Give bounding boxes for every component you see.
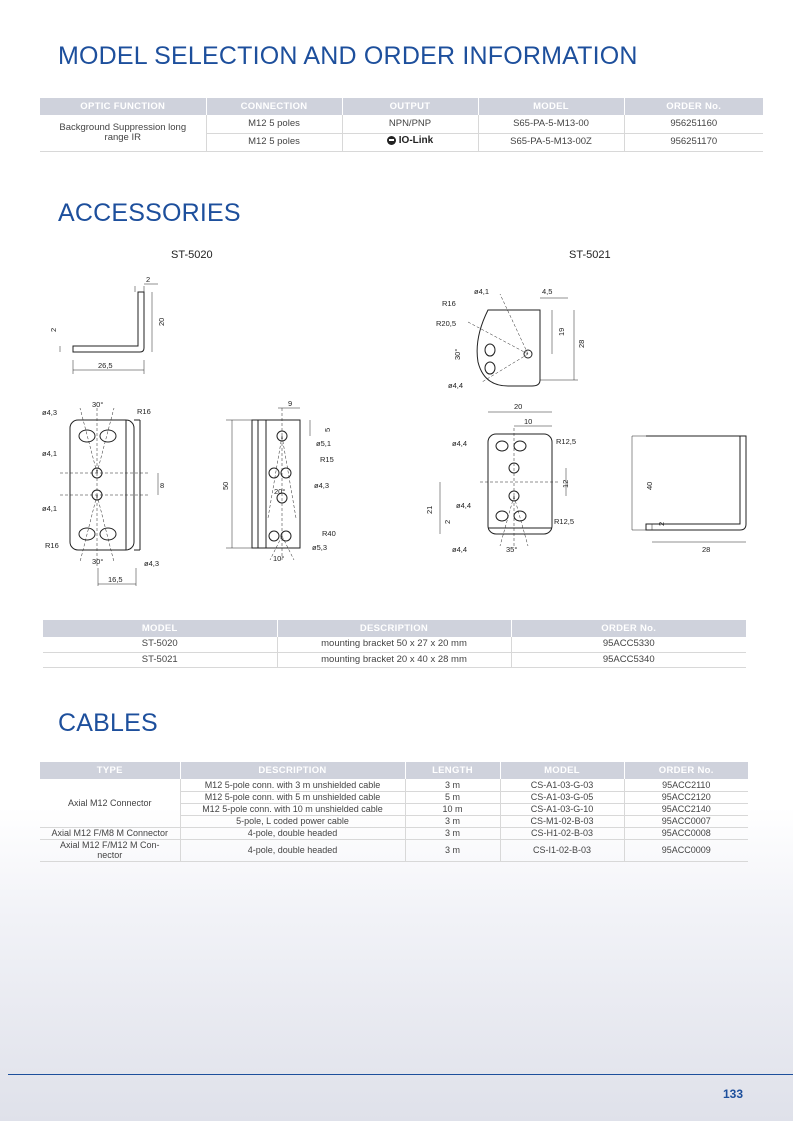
- col-header-output: OUTPUT: [342, 98, 478, 115]
- dim: 20: [157, 317, 166, 326]
- dim: R16: [45, 541, 59, 550]
- io-link-icon: [387, 136, 396, 145]
- model-cell: CS-I1-02-B-03: [500, 839, 624, 861]
- dim: 5: [323, 427, 332, 432]
- table-row: [40, 115, 763, 133]
- col-header-type: TYPE: [40, 762, 180, 779]
- dim: ø4,1: [42, 504, 58, 513]
- dim: ø4,1: [42, 449, 58, 458]
- type-cell: Axial M12 F/M12 M Con-nector: [40, 839, 180, 861]
- st5020-side-view-drawing: [40, 270, 180, 380]
- description-cell: mounting bracket 50 x 27 x 20 mm: [277, 637, 511, 652]
- order-cell: 95ACC0009: [624, 839, 748, 861]
- dim: 8: [160, 481, 165, 490]
- model-table: [40, 98, 763, 152]
- dim: R40: [322, 529, 336, 538]
- col-header-optic-function: OPTIC FUNCTION: [40, 98, 206, 115]
- dim: ø5,3: [312, 543, 328, 552]
- dim: 2: [657, 521, 666, 526]
- dim: 12: [561, 479, 570, 488]
- col-header-connection: CONNECTION: [206, 98, 342, 115]
- dim: ø4,3: [144, 559, 160, 568]
- io-link-logo: [387, 136, 433, 146]
- dim: R15: [320, 455, 334, 464]
- length-cell: 3 m: [405, 827, 500, 839]
- dim: R16: [442, 299, 456, 308]
- dim: 10: [524, 417, 533, 426]
- st5021-side-view-drawing: [628, 424, 758, 558]
- order-cell: 95ACC5340: [511, 652, 746, 667]
- model-cell: CS-A1-03-G-03: [500, 779, 624, 791]
- dim: ø4,4: [452, 439, 468, 448]
- model-cell: S65-PA-5-M13-00Z: [478, 133, 624, 151]
- table-row: [43, 637, 746, 652]
- table-row: [40, 779, 748, 791]
- order-cell: 95ACC2140: [624, 803, 748, 815]
- dim: 35°: [506, 545, 518, 554]
- table-row: [40, 839, 748, 861]
- dim: 30°: [453, 348, 462, 360]
- section-title-model-selection: MODEL SELECTION AND ORDER INFORMATION: [58, 42, 638, 70]
- dim: 2: [146, 275, 151, 284]
- description-cell: 5-pole, L coded power cable: [180, 815, 405, 827]
- cables-table: [40, 762, 748, 862]
- order-cell: 95ACC2110: [624, 779, 748, 791]
- dim: 30°: [92, 400, 104, 409]
- st5020-face-view-drawing: [218, 398, 348, 568]
- dim: 16,5: [108, 575, 123, 584]
- order-cell: 956251170: [624, 133, 763, 151]
- col-header-order-no: ORDER No.: [511, 620, 746, 637]
- description-cell: 4-pole, double headed: [180, 827, 405, 839]
- order-cell: 95ACC5330: [511, 637, 746, 652]
- accessories-table: [43, 620, 746, 668]
- model-cell: CS-A1-03-G-10: [500, 803, 624, 815]
- order-cell: 95ACC0007: [624, 815, 748, 827]
- dim: ø4,4: [448, 381, 464, 390]
- length-cell: 10 m: [405, 803, 500, 815]
- connection-cell: M12 5 poles: [206, 133, 342, 151]
- st5020-front-view-drawing: [40, 398, 180, 590]
- order-cell: 956251160: [624, 115, 763, 133]
- description-cell: M12 5-pole conn. with 3 m unshielded cable: [180, 779, 405, 791]
- dim: ø4,4: [452, 545, 468, 554]
- col-header-model: MODEL: [500, 762, 624, 779]
- dim: R16: [137, 407, 151, 416]
- dim: 2: [49, 327, 58, 332]
- dim: 28: [577, 339, 586, 348]
- col-header-description: DESCRIPTION: [180, 762, 405, 779]
- model-cell: CS-M1-02-B-03: [500, 815, 624, 827]
- col-header-order-no: ORDER No.: [624, 762, 748, 779]
- table-row: [43, 652, 746, 667]
- dim: R12,5: [554, 517, 575, 526]
- length-cell: 3 m: [405, 839, 500, 861]
- length-cell: 3 m: [405, 815, 500, 827]
- dim: 10°: [273, 554, 285, 563]
- optic-function-cell: Background Suppression long range IR: [40, 115, 206, 151]
- length-cell: 3 m: [405, 779, 500, 791]
- dim: R20,5: [436, 319, 457, 328]
- table-row: [40, 827, 748, 839]
- dim: 40: [645, 481, 654, 490]
- dim: 30°: [92, 557, 104, 566]
- dim: ø4,1: [474, 287, 490, 296]
- dim: ø5,1: [316, 439, 332, 448]
- col-header-length: LENGTH: [405, 762, 500, 779]
- order-cell: 95ACC0008: [624, 827, 748, 839]
- dim: R12,5: [556, 437, 577, 446]
- dim: 20: [514, 402, 523, 411]
- description-cell: mounting bracket 20 x 40 x 28 mm: [277, 652, 511, 667]
- page-number: 133: [722, 1087, 743, 1101]
- model-cell: CS-A1-03-G-05: [500, 791, 624, 803]
- col-header-description: DESCRIPTION: [277, 620, 511, 637]
- description-cell: M12 5-pole conn. with 10 m unshielded cable: [180, 803, 405, 815]
- length-cell: 5 m: [405, 791, 500, 803]
- dim: ø4,4: [456, 501, 472, 510]
- dim: 19: [557, 327, 566, 336]
- col-header-model: MODEL: [478, 98, 624, 115]
- dim: 9: [288, 399, 293, 408]
- col-header-order-no: ORDER No.: [624, 98, 763, 115]
- type-cell: Axial M12 Connector: [40, 779, 180, 827]
- type-cell: Axial M12 F/M8 M Connector: [40, 827, 180, 839]
- model-cell: CS-H1-02-B-03: [500, 827, 624, 839]
- dim: 50: [221, 481, 230, 490]
- description-cell: M12 5-pole conn. with 5 m unshielded cable: [180, 791, 405, 803]
- output-cell: [342, 133, 478, 151]
- col-header-model: MODEL: [43, 620, 277, 637]
- connection-cell: M12 5 poles: [206, 115, 342, 133]
- drawing-label-st5021: ST-5021: [569, 249, 611, 261]
- dim: 2: [443, 519, 452, 524]
- st5021-top-view-drawing: [428, 282, 598, 394]
- model-cell: ST-5020: [43, 637, 277, 652]
- description-cell: 4-pole, double headed: [180, 839, 405, 861]
- section-title-accessories: ACCESSORIES: [58, 199, 241, 227]
- section-title-cables: CABLES: [58, 709, 158, 737]
- st5021-front-view-drawing: [420, 398, 590, 560]
- dim: 20°: [274, 487, 286, 496]
- dim: 28: [702, 545, 711, 554]
- order-cell: 95ACC2120: [624, 791, 748, 803]
- io-link-label: IO-Link: [398, 134, 434, 146]
- dim: 4,5: [542, 287, 553, 296]
- drawing-label-st5020: ST-5020: [171, 249, 213, 261]
- dim: 26,5: [98, 361, 113, 370]
- dim: ø4,3: [314, 481, 330, 490]
- dim: 21: [425, 505, 434, 514]
- footer-divider: [8, 1074, 793, 1075]
- dim: ø4,3: [42, 408, 58, 417]
- model-cell: ST-5021: [43, 652, 277, 667]
- model-cell: S65-PA-5-M13-00: [478, 115, 624, 133]
- output-cell: NPN/PNP: [342, 115, 478, 133]
